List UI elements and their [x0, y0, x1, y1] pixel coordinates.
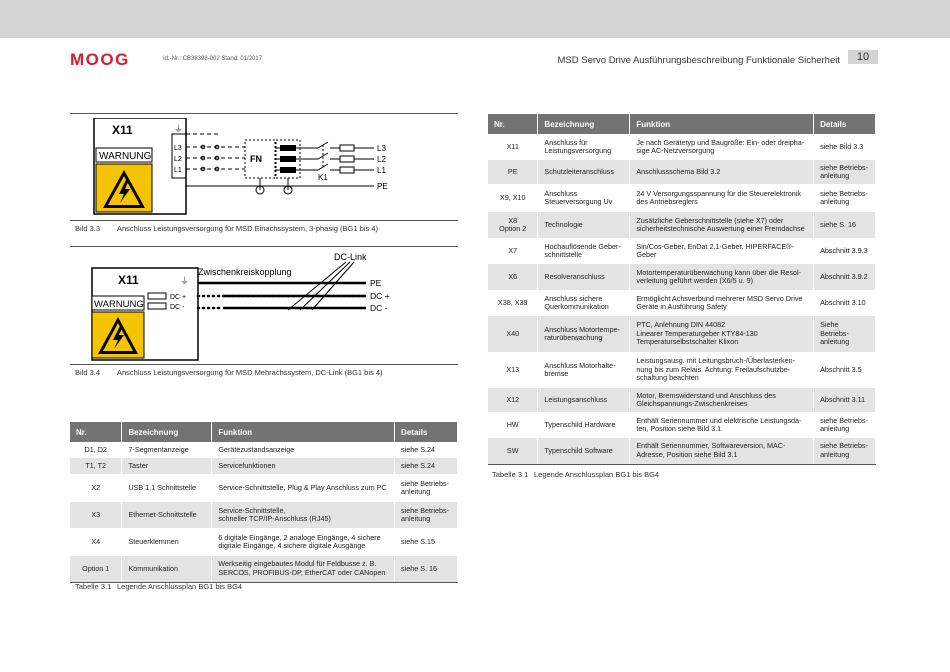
cell-funktion: Service-Schnittstelle, Plug & Play Anschluss zum PC [212, 474, 395, 502]
table-row [488, 212, 876, 238]
svg-text:⏚: ⏚ [180, 276, 190, 286]
cell-funktion: Zusätzliche Geberschnittstelle (siehe X7) oder sicherheitstechnische Auswertung einer Fremdachse [630, 212, 814, 238]
figure2-caption-text: Anschluss Leistungsversorgung für MSD Mehrachssystem, DC-Link (BG1 bis 4) [117, 368, 383, 377]
cell-nr: X12 [488, 388, 538, 412]
cell-bezeichnung: 7-Segmentanzeige [122, 442, 212, 458]
figure-3-3-diagram [90, 118, 400, 218]
cell-nr: D1, D2 [70, 442, 122, 458]
fig2-term-dcminus: DC - [170, 304, 185, 311]
figure1-bottom-rule [70, 220, 458, 221]
header-bezeichnung: Bezeichnung [122, 422, 212, 442]
cell-nr: T1, T2 [70, 458, 122, 474]
fig2-zwk-label: Zwischenkreiskopplung [198, 267, 292, 277]
fig2-out-dcplus: DC + [370, 291, 390, 301]
cell-funktion: Ermöglicht Achsverbund mehrerer MSD Servo Drive Geräte in Ausführung Safety [630, 290, 814, 316]
fig2-out-dcminus: DC - [370, 303, 388, 313]
cell-bezeichnung: Anschluss für Leistungsversorgung [538, 134, 630, 160]
cell-bezeichnung: Resolveranschluss [538, 264, 630, 290]
svg-text:⏚: ⏚ [174, 124, 184, 134]
table-row [70, 556, 458, 582]
figure2-bottom-rule [70, 364, 458, 365]
cell-details: siehe Betriebs- anleitung [395, 502, 458, 528]
cell-bezeichnung: USB 1.1 Schnittstelle [122, 474, 212, 502]
table-row [488, 184, 876, 212]
figure1-top-rule [70, 113, 458, 114]
cell-funktion: Gerätezustandsanzeige [212, 442, 395, 458]
table-right-caption-text: Legende Anschlussplan BG1 bis BG4 [534, 470, 660, 479]
cell-nr: X2 [70, 474, 122, 502]
fig2-x11-label: X11 [118, 273, 139, 287]
document-id: Id.-Nr.: CB38398-002 Stand: 01/2017 [163, 56, 263, 62]
cell-bezeichnung: Hochauflösende Geber- schnittstelle [538, 238, 630, 264]
figure1-caption-text: Anschluss Leistungsversorgung für MSD Einachssystem, 3-phasig (BG1 bis 4) [117, 224, 378, 233]
fig2-out-pe: PE [370, 278, 382, 288]
cell-details: siehe S.15 [395, 528, 458, 556]
fig1-out-l2: L2 [377, 155, 386, 164]
cell-details: siehe S.24 [395, 458, 458, 474]
header-details: Details [814, 114, 876, 134]
table-right-caption-number: Tabelle 3.1 [492, 470, 529, 479]
cell-details: Abschnitt 3.5 [814, 352, 876, 388]
fig1-term-l1: L1 [174, 167, 182, 174]
cell-nr: X13 [488, 352, 538, 388]
table-row [70, 528, 458, 556]
cell-details: siehe Bild 3.3 [814, 134, 876, 160]
cell-details: siehe Betriebs- anleitung [814, 160, 876, 184]
cell-funktion: Enthält Seriennummer und elektrische Leistungsda- ten, Position siehe Bild 3.1 [630, 412, 814, 438]
cell-details: siehe S.24 [395, 442, 458, 458]
cell-funktion: Leistungsausg. mit Leitungsbruch-/Überlasterken- nung bis zum Relais. Achtung: Freilaufschutzbe- schaltung beachten [630, 352, 814, 388]
cell-nr: PE [488, 160, 538, 184]
table-row [488, 316, 876, 352]
table-row [488, 438, 876, 464]
cell-nr: SW [488, 438, 538, 464]
figure2-top-rule [70, 246, 458, 247]
cell-funktion: Motortemperaturüberwachung kann über die Resol- verleitung geführt werden (X6/5 u. 9) [630, 264, 814, 290]
cell-funktion: Werkseitig eingebautes Modul für Feldbusse z. B. SERCOS, PROFIBUS-DP, EtherCAT oder CANopen [212, 556, 395, 582]
table-row [488, 238, 876, 264]
fig1-x11-label: X11 [112, 123, 133, 137]
cell-bezeichnung: Schutzleiteranschluss [538, 160, 630, 184]
cell-nr: X6 [488, 264, 538, 290]
fig2-term-dcplus: DC + [170, 294, 187, 301]
header-nr: Nr. [70, 422, 122, 442]
header-nr: Nr. [488, 114, 538, 134]
cell-nr: X7 [488, 238, 538, 264]
fig2-warning-icon [92, 312, 144, 358]
table-row [488, 388, 876, 412]
document-title: MSD Servo Drive Ausführungsbeschreibung Funktionale Sicherheit [557, 55, 840, 66]
fig1-out-l3: L3 [377, 144, 386, 153]
page-number: 10 [848, 50, 878, 64]
cell-bezeichnung: Anschluss Motorhalte- bremse [538, 352, 630, 388]
cell-nr: X4 [70, 528, 122, 556]
table-row [488, 264, 876, 290]
header-funktion: Funktion [630, 114, 814, 134]
cell-bezeichnung: Anschluss sichere Querkommunikation [538, 290, 630, 316]
header-bezeichnung: Bezeichnung [538, 114, 630, 134]
cell-funktion: Je nach Gerätetyp und Baugröße: Ein- oder dreipha- sige AC-Netzversorgung [630, 134, 814, 160]
legend-table-left [70, 422, 458, 583]
table-row [488, 290, 876, 316]
cell-bezeichnung: Kommunikation [122, 556, 212, 582]
table-left-caption-text: Legende Anschlussplan BG1 bis BG4 [117, 582, 243, 591]
figure-3-4-diagram [88, 250, 408, 362]
table-body [70, 442, 458, 582]
header-funktion: Funktion [212, 422, 395, 442]
table-row [488, 134, 876, 160]
table-row [488, 160, 876, 184]
cell-bezeichnung: Anschluss Motortempe- raturüberwachung [538, 316, 630, 352]
cell-funktion: Servicefunktionen [212, 458, 395, 474]
figure2-caption [75, 368, 383, 377]
fig2-warnung-label: WARNUNG [94, 299, 144, 310]
figure1-caption [75, 224, 378, 233]
cell-nr: X38, X39 [488, 290, 538, 316]
cell-details: Abschnitt 3.11 [814, 388, 876, 412]
figure1-caption-number: Bild 3.3 [75, 224, 101, 233]
cell-details: siehe S. 16 [814, 212, 876, 238]
fig1-fn-label: FN [250, 154, 262, 164]
table-body [488, 134, 876, 464]
table-row [70, 442, 458, 458]
cell-bezeichnung: Typenschild Software [538, 438, 630, 464]
cell-bezeichnung: Taster [122, 458, 212, 474]
table-row [488, 352, 876, 388]
cell-funktion: PTC, Anlehnung DIN 44082 Linearer Temperaturgeber KTY84-130 Temperaturselbstschalter Klixon [630, 316, 814, 352]
cell-bezeichnung: Steuerklemmen [122, 528, 212, 556]
cell-nr: X3 [70, 502, 122, 528]
cell-funktion: Motor, Bremswiderstand und Anschluss des Gleichspannungs-Zwischenkreises [630, 388, 814, 412]
cell-details: Abschnitt 3.10 [814, 290, 876, 316]
cell-bezeichnung: Typenschild Hardware [538, 412, 630, 438]
cell-details: siehe Betriebs- anleitung [814, 412, 876, 438]
figure2-caption-number: Bild 3.4 [75, 368, 101, 377]
table-row [488, 412, 876, 438]
table-row [70, 458, 458, 474]
cell-nr: X8 Option 2 [488, 212, 538, 238]
cell-funktion: Sin/Cos-Geber, EnDat 2.1-Geber, HIPERFACE®- Geber [630, 238, 814, 264]
legend-table-right [488, 114, 876, 465]
cell-details: siehe Betriebs- anleitung [814, 184, 876, 212]
cell-details: siehe Betriebs- anleitung [814, 438, 876, 464]
cell-bezeichnung: Ethernet-Schnittstelle [122, 502, 212, 528]
table-left-caption-number: Tabelle 3.1 [75, 582, 112, 591]
cell-funktion: 24 V Versorgungsspannung für die Steuerelektronik des Antriebsreglers [630, 184, 814, 212]
fig2-dclink-label: DC-Link [334, 252, 367, 262]
fig1-warnung-label: WARNUNG [99, 151, 152, 162]
cell-nr: X11 [488, 134, 538, 160]
cell-nr: Option 1 [70, 556, 122, 582]
cell-funktion: 6 digitale Eingänge, 2 analoge Eingänge, 4 sichere digitale Eingänge, 4 sichere digitale Ausgänge [212, 528, 395, 556]
cell-bezeichnung: Anschluss Steuerversorgung Uv [538, 184, 630, 212]
fig1-term-l3: L3 [174, 145, 182, 152]
cell-nr: HW [488, 412, 538, 438]
fig1-warning-icon [96, 164, 152, 212]
table-row [70, 502, 458, 528]
cell-details: siehe S. 16 [395, 556, 458, 582]
cell-details: siehe Betriebs- anleitung [395, 474, 458, 502]
table-row [70, 474, 458, 502]
cell-bezeichnung: Technologie [538, 212, 630, 238]
cell-nr: X9, X10 [488, 184, 538, 212]
moog-logo: MOOG [70, 50, 130, 69]
table-left-caption [75, 582, 242, 591]
cell-details: Abschnitt 3.9.2 [814, 264, 876, 290]
cell-nr: X40 [488, 316, 538, 352]
table-header-row [488, 114, 876, 134]
cell-funktion: Enthält Seriennummer, Softwareversion, MAC- Adresse, Position siehe Bild 3.1 [630, 438, 814, 464]
cell-bezeichnung: Leistungsanschluss [538, 388, 630, 412]
header-details: Details [395, 422, 458, 442]
cell-funktion: Service-Schnittstelle, schneller TCP/IP-Anschluss (RJ45) [212, 502, 395, 528]
cell-details: Abschnitt 3.9.3 [814, 238, 876, 264]
fig1-term-l2: L2 [174, 156, 182, 163]
cell-funktion: Anschlussschema Bild 3.2 [630, 160, 814, 184]
table-right-caption [492, 470, 659, 479]
fig1-out-l1: L1 [377, 166, 386, 175]
top-bar [0, 0, 950, 38]
table-header-row [70, 422, 458, 442]
fig1-k1-label: K1 [318, 173, 328, 182]
fig1-out-pe: PE [377, 182, 388, 191]
cell-details: Siehe Betriebs- anleitung [814, 316, 876, 352]
